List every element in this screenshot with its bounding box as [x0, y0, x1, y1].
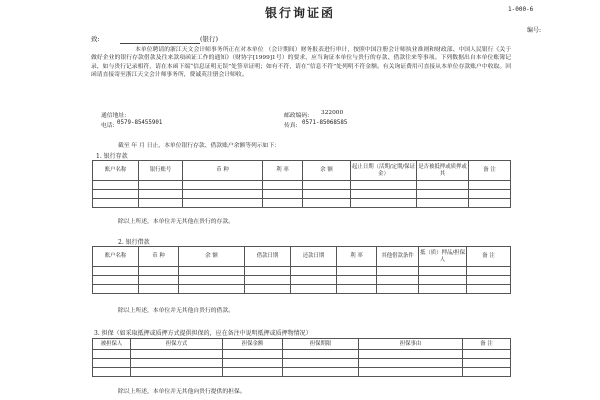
table-row — [93, 285, 511, 294]
guarantee-footer: 除以上所述，本单位并无其他向贵行提供的担保。 — [118, 389, 246, 395]
column-header: 银行账号 — [139, 161, 183, 181]
bank-suffix: (银行) — [200, 35, 219, 43]
column-header: 账户名称 — [93, 247, 139, 267]
table-row — [93, 276, 511, 285]
phone-value: 0579-85455901 — [117, 120, 163, 126]
column-header: 余 额 — [179, 247, 245, 267]
fax-value: 0571-85068585 — [302, 120, 348, 126]
table-row — [93, 190, 511, 199]
column-header: 利 率 — [263, 161, 303, 181]
column-header: 担保方式 — [131, 339, 223, 350]
cutoff-statement: 截至 年 月 日止，本单位银行存款、借款账户余额等列示如下： — [118, 143, 281, 149]
column-header: 账户名称 — [93, 161, 139, 181]
table-row — [93, 359, 511, 368]
column-header: 备 注 — [463, 339, 511, 350]
phone-label: 电话: — [101, 123, 115, 129]
column-header: 担保期限 — [283, 339, 359, 350]
table-header-row — [93, 339, 511, 350]
column-header: 其他借款条件 — [377, 247, 419, 267]
loan-footer: 除以上所述，本单位并无其他自贵行的借款。 — [118, 308, 234, 314]
loan-table — [92, 246, 511, 294]
form-code: 1-000-6 — [508, 6, 534, 13]
deposit-heading: 1. 银行存款 — [96, 153, 128, 160]
letter-body: 本单位聘请的浙江天文会计师事务所正在对本单位 （会计期间）财务报表进行审计，按照中国注册会计师执业准则和财政部、中国人民银行《关于做好企业的银行存款借款及往来款项函证工作的通知》（财协字[1999]1号）的要求，应当询证本单位与贵行的存款、借款往来等事项。下列数据出自本单位账簿记录，如与贵行记录相符，请在本函下端“信息证明无误”处签章证明；如有不符，请在“信息不符”处列明不符金额。有关询证费用可直接从本单位存款账户中收取。回函请直接寄至浙江天文会计师事务所，费诚英注册会计师收。 — [91, 47, 511, 79]
postcode-value: 322000 — [321, 110, 344, 116]
document-title: 银行询证函 — [264, 6, 335, 20]
column-header: 币 种 — [183, 161, 263, 181]
loan-heading: 2. 银行借款 — [118, 239, 150, 246]
column-header: 余 额 — [303, 161, 351, 181]
column-header: 抵（质）押品/担保人 — [419, 247, 467, 267]
table-row — [93, 199, 511, 208]
column-header: 币 种 — [139, 247, 179, 267]
column-header: 备 注 — [467, 247, 511, 267]
column-header: 担保事由 — [359, 339, 463, 350]
guarantee-heading: 3. 担保（如采取抵押或质押方式提供担保的，应在备注中说明抵押或质押物情况） — [94, 330, 312, 337]
fax-label: 传真: — [284, 123, 298, 129]
column-header: 担保金额 — [223, 339, 283, 350]
table-row — [93, 267, 511, 276]
table-row — [93, 368, 511, 377]
deposit-footer: 除以上所述，本单位并无其他在贵行的存款。 — [118, 219, 234, 225]
column-header: 被担保人 — [93, 339, 131, 350]
guarantee-table — [92, 338, 511, 377]
serial-number-label: 编号: — [527, 27, 542, 34]
table-row — [93, 181, 511, 190]
table-header-row — [93, 247, 511, 267]
column-header: 起止日期（活期/定期/保证金） — [351, 161, 417, 181]
table-header-row — [93, 161, 511, 181]
column-header: 借款日期 — [245, 247, 291, 267]
recipient-prefix: 致: — [91, 35, 100, 43]
postcode-label: 邮政编码: — [284, 113, 310, 119]
table-row — [93, 350, 511, 359]
deposit-table — [92, 160, 511, 208]
column-header: 利 率 — [337, 247, 377, 267]
address-label: 通信地址: — [101, 113, 127, 119]
column-header: 备 注 — [469, 161, 511, 181]
column-header: 还款日期 — [291, 247, 337, 267]
recipient-bank-line — [120, 43, 200, 44]
column-header: 是否被抵押或质押或其 — [417, 161, 469, 181]
